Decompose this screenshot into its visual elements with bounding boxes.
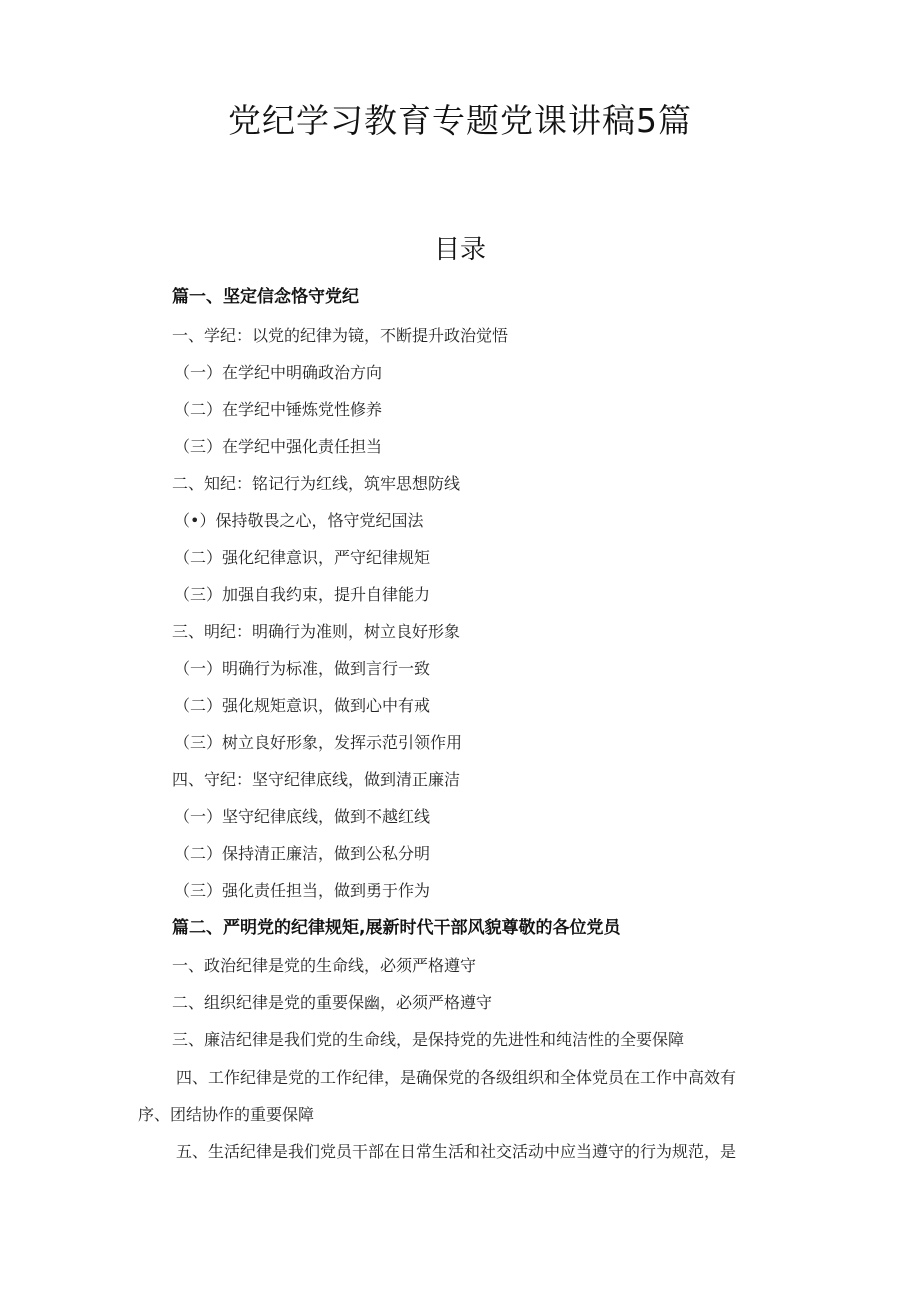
toc-item: （三）强化责任担当，做到勇于作为 xyxy=(174,881,431,900)
toc-item: （一）明确行为标准，做到言行一致 xyxy=(174,659,431,678)
toc-part2-title: 篇二、严明党的纪律规矩,展新时代干部风貌尊敬的各位党员 xyxy=(172,918,621,938)
toc-heading: 目录 xyxy=(433,235,486,265)
toc-item: （•）保持敬畏之心，恪守党纪国法 xyxy=(174,511,424,530)
toc-item: （三）在学纪中强化责任担当 xyxy=(174,437,383,456)
toc-item: （一）坚守纪律底线，做到不越红线 xyxy=(174,807,431,826)
document-title: 党纪学习教育专题党课讲稿5篇 xyxy=(228,101,692,140)
toc-item: 二、组织纪律是党的重要保幽，必须严格遵守 xyxy=(172,993,493,1012)
toc-item: 一、政治纪律是党的生命线，必须严格遵守 xyxy=(172,956,477,975)
toc-item: （二）保持清正廉洁，做到公私分明 xyxy=(174,844,431,863)
toc-item: 一、学纪：以党的纪律为镜，不断提升政治觉悟 xyxy=(172,326,509,345)
toc-item: （一）在学纪中明确政治方向 xyxy=(174,363,383,382)
toc-item: （二）强化规矩意识，做到心中有戒 xyxy=(174,696,431,715)
toc-item: 三、明纪：明确行为准则，树立良好形象 xyxy=(172,622,461,641)
toc-item: （二）在学纪中锤炼党性修养 xyxy=(174,400,383,419)
toc-item: 四、工作纪律是党的工作纪律，是确保党的各级组织和全体党员在工作中高效有 xyxy=(176,1068,737,1087)
toc-item-continuation: 序、团结协作的重要保障 xyxy=(138,1105,315,1124)
toc-item: （三）树立良好形象，发挥示范引领作用 xyxy=(174,733,463,752)
toc-item: 二、知纪：铭记行为红线，筑牢思想防线 xyxy=(172,474,461,493)
toc-item: （三）加强自我约束，提升自律能力 xyxy=(174,585,431,604)
toc-item: （二）强化纪律意识，严守纪律规矩 xyxy=(174,548,431,567)
toc-part1-title: 篇一、坚定信念恪守党纪 xyxy=(172,287,359,307)
toc-item: 四、守纪：坚守纪律底线，做到清正廉洁 xyxy=(172,770,461,789)
toc-item: 三、廉洁纪律是我们党的生命线，是保持党的先进性和纯洁性的全要保障 xyxy=(172,1030,685,1049)
toc-item: 五、生活纪律是我们党员干部在日常生活和社交活动中应当遵守的行为规范，是 xyxy=(176,1142,737,1161)
